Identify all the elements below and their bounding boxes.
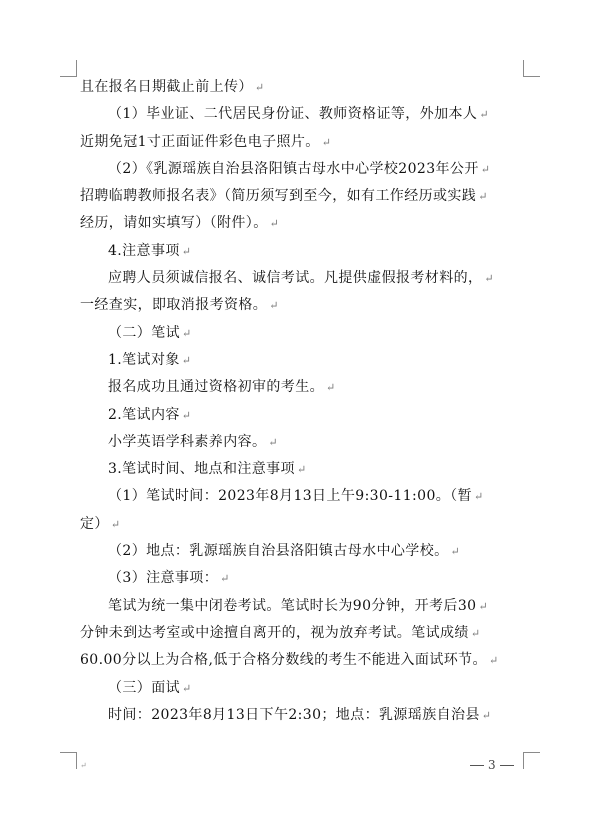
text-line [80, 347, 520, 374]
line-text: （3）注意事项： [108, 570, 219, 587]
text-line [80, 156, 520, 183]
line-text: 3.笔试时间、地点和注意事项 [108, 461, 295, 478]
paragraph-mark-icon: ↵ [470, 626, 481, 640]
paragraph-mark-icon: ↵ [181, 244, 192, 258]
line-text: 近期免冠1寸正面证件彩色电子照片。 [80, 133, 320, 150]
paragraph-mark-icon: ↵ [484, 272, 495, 286]
text-line [80, 74, 520, 101]
text-line [80, 483, 520, 510]
text-line [80, 374, 520, 401]
paragraph-mark-icon: ↵ [181, 408, 192, 422]
line-text: 应聘人员须诚信报名、诚信考试。凡提供虚假报考材料的， [108, 270, 483, 287]
paragraph-mark-icon: ↵ [269, 299, 279, 313]
line-text: 4.注意事项 [108, 242, 180, 259]
text-line [80, 101, 520, 128]
text-line [80, 538, 520, 565]
line-text: 1.笔试对象 [108, 351, 180, 368]
text-line [80, 456, 520, 483]
paragraph-mark-icon: ↵ [321, 135, 332, 149]
line-text: 一经查实，即取消报考资格。 [80, 297, 268, 314]
crop-mark-top-left [60, 60, 77, 77]
paragraph-mark-icon: ↵ [478, 190, 488, 204]
paragraph-mark-icon: ↵ [269, 217, 280, 231]
text-line [80, 320, 520, 347]
crop-mark-bottom-left [60, 752, 77, 769]
paragraph-mark-icon: ↵ [481, 708, 492, 722]
line-text: （1）笔试时间：2023年8月13日上午9:30-11:00。（暂 [108, 488, 472, 505]
text-line [80, 183, 520, 210]
line-text: （2）地点：乳源瑶族自治县洛阳镇古母水中心学校。 [108, 543, 449, 560]
paragraph-mark-icon: ↵ [326, 381, 336, 395]
line-text: 时间：2023年8月13日下午2:30；地点：乳源瑶族自治县 [108, 706, 480, 723]
paragraph-mark-icon: ↵ [450, 545, 461, 559]
line-text: 60.00分以上为合格,低于合格分数线的考生不能进入面试环节。 [80, 652, 487, 669]
paragraph-mark-icon: ↵ [480, 162, 491, 176]
crop-mark-top-right [523, 60, 540, 77]
paragraph-mark-icon: ↵ [479, 108, 489, 122]
paragraph-mark-icon: ↵ [181, 353, 192, 367]
text-line [80, 593, 520, 620]
line-text: 且在报名日期截止前上传） [80, 79, 253, 95]
line-text: 经历，请如实填写）（附件）。 [80, 215, 268, 232]
paragraph-mark-icon: ↵ [220, 572, 230, 586]
document-body[interactable] [80, 74, 520, 729]
line-text: 小学英语学科素养内容。 [108, 433, 267, 450]
paragraph-mark-icon: ↵ [478, 599, 489, 613]
line-text: 分钟未到达考室或中途擅自离开的，视为放弃考试。笔试成绩 [80, 624, 469, 641]
line-text: 2.笔试内容 [108, 406, 180, 423]
paragraph-mark-icon: ↵ [254, 81, 265, 94]
text-line [80, 647, 520, 674]
page-number: 3 [488, 758, 496, 772]
crop-mark-bottom-right [523, 752, 540, 769]
line-text: （1）毕业证、二代居民身份证、教师资格证等，外加本人 [108, 106, 478, 123]
text-line [80, 265, 520, 292]
page-footer [466, 758, 518, 772]
text-line [80, 511, 520, 538]
text-line [80, 129, 520, 156]
text-line [80, 675, 520, 702]
line-text: 笔试为统一集中闭卷考试。笔试时长为90分钟，开考后30 [108, 597, 477, 614]
text-line [80, 238, 520, 265]
text-line [80, 429, 520, 456]
text-line [80, 702, 520, 729]
text-line [80, 210, 520, 237]
line-text: 报名成功且通过资格初审的考生。 [108, 379, 324, 396]
line-text: （三）面试 [108, 679, 180, 696]
line-text: 定） [80, 515, 109, 532]
text-line [80, 620, 520, 647]
text-line [80, 402, 520, 429]
text-line [80, 292, 520, 319]
paragraph-mark-icon: ↵ [110, 517, 121, 531]
paragraph-mark-icon: ↵ [182, 326, 192, 340]
footer-paragraph-mark: ↵ [80, 761, 87, 770]
line-text: （二）笔试 [108, 324, 180, 341]
paragraph-mark-icon: ↵ [268, 435, 279, 449]
line-text: 招聘临聘教师报名表》（简历须写到至今，如有工作经历或实践 [80, 188, 477, 205]
paragraph-mark-icon: ↵ [473, 490, 484, 504]
paragraph-mark-icon: ↵ [182, 681, 192, 695]
footer-dash-left [470, 765, 484, 766]
line-text: （2）《乳源瑶族自治县洛阳镇古母水中心学校2023年公开 [108, 160, 479, 177]
paragraph-mark-icon: ↵ [488, 654, 499, 668]
footer-dash-right [500, 765, 514, 766]
paragraph-mark-icon: ↵ [296, 463, 307, 477]
text-line [80, 565, 520, 592]
